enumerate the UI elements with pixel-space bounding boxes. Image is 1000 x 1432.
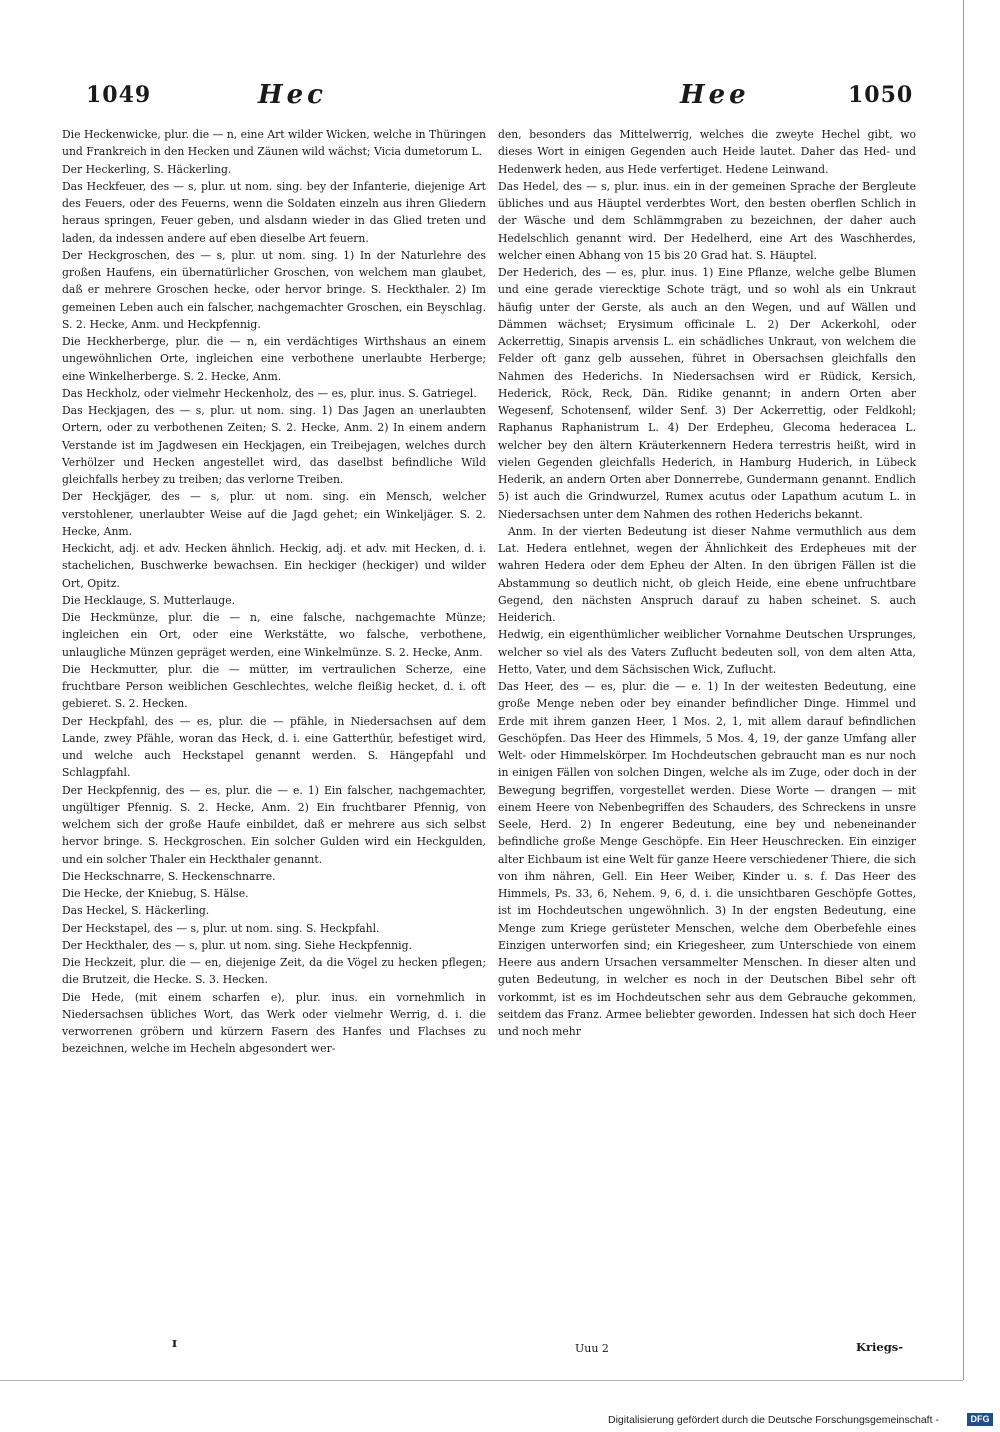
dictionary-entry: Der Hederich, des — es, plur. inus. 1) Eine Pflanze, welche gelbe Blumen und eine gerade vierecktige Schote trägt, und so wohl als ein Unkraut häufig unter der Gerste, als auch an den Wegen, und auf Wällen und Dämmen wächset; Erysimum officinale L. 2) Der Ackerkohl, oder Ackerrettig, Sinapis arvensis L. ein schädliches Unkraut, von welchem die Felder oft ganz gelb aussehen, führet in Obersachsen gleichfalls den Nahmen des Hederichs. In Niedersachsen wird er Rüdick, Kersich, Hederick, Röck, Reck, Dän. Ridike genannt; in andern Orten aber Wegesenf, Schotensenf, wilder Senf. 3) Der Ackerrettig, oder Feldkohl; Raphanus Raphanistrum L. 4) Der Erdepheu, Glecoma hederacea L. welcher bey den ältern Kräuterkennern Hedera terrestris heißt, wird in vielen Gegenden gleichfalls Hederich, in Hamburg Huderich, in Lübeck Hederik, an andern Orten aber Donnerrebe, Gundermann genannt. Endlich 5) ist auch die Grindwurzel, Rumex acutus oder Lapathum acutum L. in Niedersachsen unter dem Nahmen des rothen Hederichs bekannt. <box>498 266 916 521</box>
dictionary-entry: Der Heckgroschen, des — s, plur. ut nom. sing. 1) In der Naturlehre des großen Haufens, ein übernatürlicher Groschen, von welchem man glaubet, daß er mehrere Groschen hecke, oder hervor bringe. S. Heckthaler. 2) Im gemeinen Leben auch ein falscher, nachgemachter Groschen, ein Beyschlag. S. 2. Hecke, Anm. und Heckpfennig. <box>62 248 486 331</box>
digitization-credit: Digitalisierung gefördert durch die Deutsche Forschungsgemeinschaft - <box>608 1414 939 1426</box>
dictionary-entry: Das Heer, des — es, plur. die — e. 1) In der weitesten Bedeutung, eine große Menge neben oder bey einander befindlicher Dinge. Himmel und Erde mit ihrem ganzen Heer, 1 Mos. 2, 1, mit allem darauf befindlichen Geschöpfen. Das Heer des Himmels, 5 Mos. 4, 19, der ganze Umfang aller Welt- oder Himmelskörper. Im Hochdeutschen gebraucht man es nur noch in einigen Fällen von solchen Dingen, welche als im Zuge, oder doch in der Bewegung begriffen, vorgestellet werden. Diese Worte — drangen — mit einem Heere von Nebenbegriffen des Schauders, des Schreckens in unsre Seele, Herd. 2) In engerer Bedeutung, eine bey und nebeneinander befindliche große Menge Geschöpfe. Ein Heer Heuschrecken. Ein einziger alter Eichbaum ist eine Welt für ganze Heere verschiedener Thiere, die sich von ihm nähren, Gell. Ein Heer Weiber, Kinder u. s. f. Das Heer des Himmels, Ps. 33, 6, Nehem. 9, 6, d. i. die unsichtbaren Geschöpfe Gottes, ist im Hochdeutschen ungewöhnlich. 3) In der engsten Bedeutung, eine Menge zum Kriege gerüsteter Menschen, welche dem Oberbefehle eines Einzigen unterworfen sind; ein Kriegesheer, zum Unterschiede von einem Heere aus andern Ursachen versammelter Menschen. In dieser alten und guten Bedeutung, in welcher es noch in der Deutschen Bibel sehr oft vorkommt, ist es im Hochdeutschen sehr aus dem Gebrauche gekommen, seitdem das Franz. Armee beliebter geworden. Indessen hat sich doch Heer und noch mehr <box>498 680 916 1038</box>
dictionary-entry: Das Heckel, S. Häckerling. <box>62 904 210 918</box>
dictionary-entry: Das Hedel, des — s, plur. inus. ein in der gemeinen Sprache der Bergleute übliches und aus Häuptel verderbtes Wort, den besten oberflen Schlich in der Wäsche und dem Schlämmgraben zu bezeichnen, der daher auch Hedelschlich genannt wird. Der Hedelherd, eine Art des Waschherdes, welcher einen Abhang von 15 bis 20 Grad hat. S. Häuptel. <box>498 179 916 262</box>
dictionary-entry: Das Heckfeuer, des — s, plur. ut nom. sing. bey der Infanterie, diejenige Art des Feuers, oder des Feuerns, wenn die Soldaten einzeln aus ihren Gliedern heraus springen, Feuer geben, und alsdann wieder in das Glied treten und laden, da indessen andere auf eben dieselbe Art feuern. <box>62 179 486 245</box>
dictionary-entry: Die Heckmutter, plur. die — mütter, im vertraulichen Scherze, eine fruchtbare Person weiblichen Geschlechtes, welche fleißig hecket, d. i. oft gebieret. S. 2. Hecken. <box>62 662 486 711</box>
page-number-left: 1049 <box>86 82 152 108</box>
dictionary-entry: Die Heckmünze, plur. die — n, eine falsche, nachgemachte Münze; ingleichen ein Ort, oder eine Werkstätte, wo falsche, verbothene, unlaugliche Münzen gepräget werden, eine Winkelmünze. S. 2. Hecke, Anm. <box>62 611 486 659</box>
dictionary-entry: Die Hecke, der Kniebug, S. Hälse. <box>62 887 249 900</box>
dictionary-entry: Das Heckjagen, des — s, plur. ut nom. sing. 1) Das Jagen an unerlaubten Ortern, oder zu verbothenen Zeiten; S. 2. Hecke, Anm. 2) In einem andern Verstande ist im Jagdwesen ein Heckjagen, ein Treibejagen, welches durch Verhölzer und Hecken angestellet wird, das daselbst befindliche Wild gleichfalls herbey zu treiben; das verlorne Treiben. <box>62 404 486 486</box>
catchword: Kriegs- <box>856 1340 904 1354</box>
dictionary-entry: Die Heckenwicke, plur. die — n, eine Art wilder Wicken, welche in Thüringen und Frankreich in den Hecken und Zäunen wild wächst; Vicia dumetorum L. <box>62 128 486 159</box>
page-edge <box>963 0 964 1380</box>
dfg-logo: DFG <box>967 1413 993 1426</box>
annotation-paragraph: Anm. In der vierten Bedeutung ist dieser Nahme vermuthlich aus dem Lat. Hedera entlehnet, wegen der Ähnlichkeit des Erdepheues mit der wahren Hedera oder dem Epheu der Alten. In den übrigen Fällen ist die Abstammung so deutlich nicht, ob gleich Heide, eine ebene unfruchtbare Gegend, den nächsten Anspruch darauf zu haben scheinet. S. auch Heiderich. <box>498 524 916 624</box>
dictionary-entry: den, besonders das Mittelwerrig, welches die zweyte Hechel gibt, wo dieses Wort in einigen Gegenden auch Heide lautet. Daher das Hed- und Hedenwerk heden, aus Hede verfertiget. Hedene Leinwand. <box>498 128 916 176</box>
page-number-right: 1050 <box>848 82 914 108</box>
dictionary-entry: Die Heckzeit, plur. die — en, diejenige Zeit, da die Vögel zu hecken pflegen; die Brutzeit, die Hecke. S. 3. Hecken. <box>62 956 486 987</box>
running-head-right: Hee <box>680 80 750 110</box>
dictionary-entry: Der Heckpfennig, des — es, plur. die — e. 1) Ein falscher, nachgemachter, ungültiger Pfennig. S. 2. Hecke, Anm. 2) Ein fruchtbarer Pfennig, von welchem sich der große Haufe einbildet, daß er mehrere aus sich selbst hervor bringe. S. Heckgroschen. Ein solcher Gulden wird ein Heckgulden, und ein solcher Thaler ein Heckthaler genannt. <box>62 783 486 866</box>
dictionary-entry: Die Hede, (mit einem scharfen e), plur. inus. ein vornehmlich in Niedersachsen übliches Wort, das Werk oder vielmehr Werrig, d. i. die verworrenen gröbern und kürzern Fasern des Hanfes und Flachses zu bezeichnen, welche im Hecheln abgesondert wer- <box>62 990 486 1056</box>
running-head-left: Hec <box>258 80 327 110</box>
dictionary-entry: Das Heckholz, oder vielmehr Heckenholz, des — es, plur. inus. S. Gatriegel. <box>62 386 477 400</box>
page-edge-bottom <box>0 1380 963 1381</box>
dictionary-entry: Der Heckjäger, des — s, plur. ut nom. sing. ein Mensch, welcher verstohlener, unerlaubter Weise auf die Jagd gehet; ein Winkeljäger. S. 2. Hecke, Anm. <box>62 490 486 538</box>
dictionary-entry: Der Heckpfahl, des — es, plur. die — pfähle, in Niedersachsen auf dem Lande, zwey Pfähle, woran das Heck, d. i. eine Gatterthür, befestiget wird, und welche auch Heckstapel genannt werden. S. Hängepfahl und Schlagpfahl. <box>62 714 486 780</box>
dictionary-entry: Hedwig, ein eigenthümlicher weiblicher Vornahme Deutschen Ursprunges, welcher so viel als des Vaters Zuflucht bedeuten soll, von dem alten Atta, Hetto, Vater, und dem Sächsischen Wick, Zuflucht. <box>498 628 916 676</box>
dictionary-entry: Die Heckherberge, plur. die — n, ein verdächtiges Wirthshaus an einem ungewöhnlichen Orte, ingleichen eine verbothene unerlaubte Herberge; eine Winkelherberge. S. 2. Hecke, Anm. <box>62 335 486 383</box>
right-column <box>498 126 916 1040</box>
signature-mark: Uuu 2 <box>575 1342 609 1355</box>
dictionary-entry: Die Hecklauge, S. Mutterlauge. <box>62 593 236 607</box>
dictionary-entry: Der Heckerling, S. Häckerling. <box>62 162 232 176</box>
dictionary-entry: Heckicht, adj. et adv. Hecken ähnlich. Heckig, adj. et adv. mit Hecken, d. i. stachelichen, Buschwerke bewachsen. Ein heckiger (heckiger) und wilder Ort, Opitz. <box>62 542 486 590</box>
dictionary-entry: Der Heckstapel, des — s, plur. ut nom. sing. S. Heckpfahl. <box>62 921 380 935</box>
stray-mark: ɪ <box>172 1336 177 1351</box>
dictionary-entry: Der Heckthaler, des — s, plur. ut nom. sing. Siehe Heckpfennig. <box>62 938 412 952</box>
dictionary-entry: Die Heckschnarre, S. Heckenschnarre. <box>62 869 276 883</box>
left-column <box>62 126 486 1058</box>
